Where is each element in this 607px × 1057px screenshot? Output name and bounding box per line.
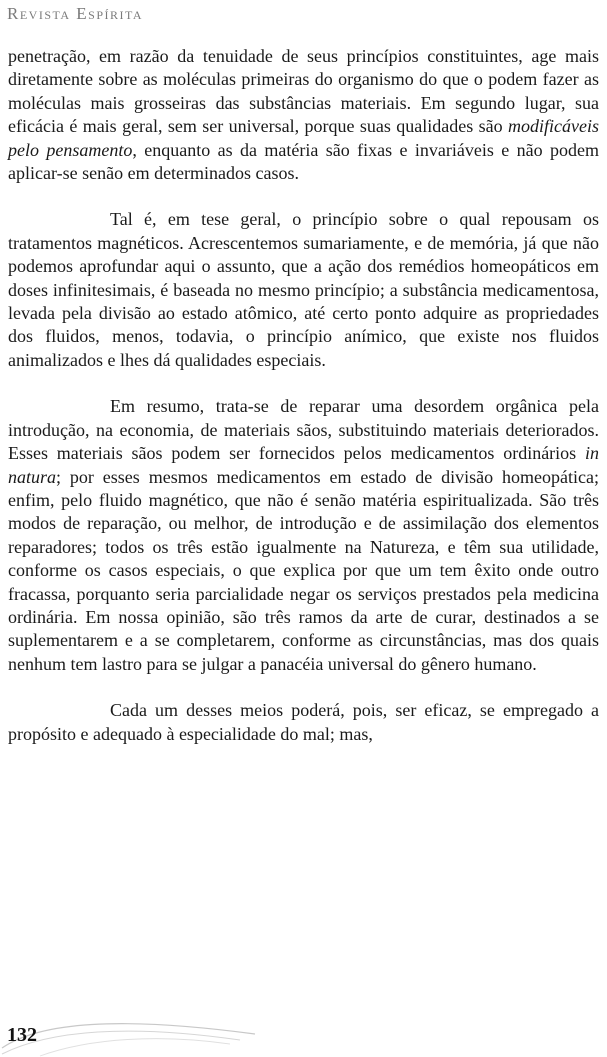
paragraph-3-emphasis: in natura xyxy=(8,443,599,487)
paragraph-1-part-a: penetração, em razão da tenuidade de seus princípios constituintes, age mais diretamente sobre as moléculas primeiras do organismo do que o podem fazer as moléculas mais grosseiras das substâncias materiais. Em segundo lugar, sua eficácia é mais geral, sem ser universal, porque suas qualidades são xyxy=(8,46,599,137)
paragraph-3 xyxy=(8,395,599,676)
page-number: 132 xyxy=(7,1024,37,1046)
paragraph-1-part-b: , enquanto as da matéria são fixas e invariáveis e não podem aplicar-se senão em determinados casos. xyxy=(8,139,599,184)
running-header: Revista Espírita xyxy=(7,4,144,23)
paragraph-1 xyxy=(8,45,599,185)
paragraph-3-part-a: Em resumo, trata-se de reparar uma desordem orgânica pela introdução, na economia, de materiais sãos, substituindo materiais deteriorados. Esses materiais sãos podem ser fornecidos pelos medicamentos ordinários xyxy=(8,396,599,464)
paragraph-2: Tal é, em tese geral, o princípio sobre o qual repousam os tratamentos magnéticos. Acrescentemos sumariamente, e de memória, já que não podemos aprofundar aqui o assunto, que a ação dos remédios homeopáticos em doses infinitesimais, é baseada no mesmo princípio; a substância medicamentosa, levada pela divisão ao estado atômico, até certo ponto adquire as propriedades dos fluidos, menos, todavia, o princípio anímico, que existe nos fluidos animalizados e lhes dá qualidades especiais. xyxy=(8,209,599,370)
decorative-swoosh xyxy=(0,1008,260,1057)
paragraph-1-emphasis: modificáveis pelo pensamento xyxy=(8,116,599,160)
paragraph-4: Cada um desses meios poderá, pois, ser eficaz, se empregado a propósito e adequado à especialidade do mal; mas, xyxy=(8,700,599,744)
paragraph-3-part-b: ; por esses mesmos medicamentos em estado de divisão homeopática; enfim, pelo fluido magnético, que não é senão matéria espiritualizada. São três modos de reparação, ou melhor, de introdução e de assimilação dos elementos reparadores; todos os três estão igualmente na Natureza, e têm sua utilidade, conforme os casos especiais, o que explica por que um tem êxito onde outro fracassa, porquanto seria parcialidade negar os serviços prestados pela medicina ordinária. Em nossa opinião, são três ramos da arte de curar, destinados a se suplementarem e a se completarem, conforme as circunstâncias, mas dos quais nenhum tem lastro para se julgar a panacéia universal do gênero humano. xyxy=(8,466,599,674)
body-text xyxy=(8,45,599,769)
